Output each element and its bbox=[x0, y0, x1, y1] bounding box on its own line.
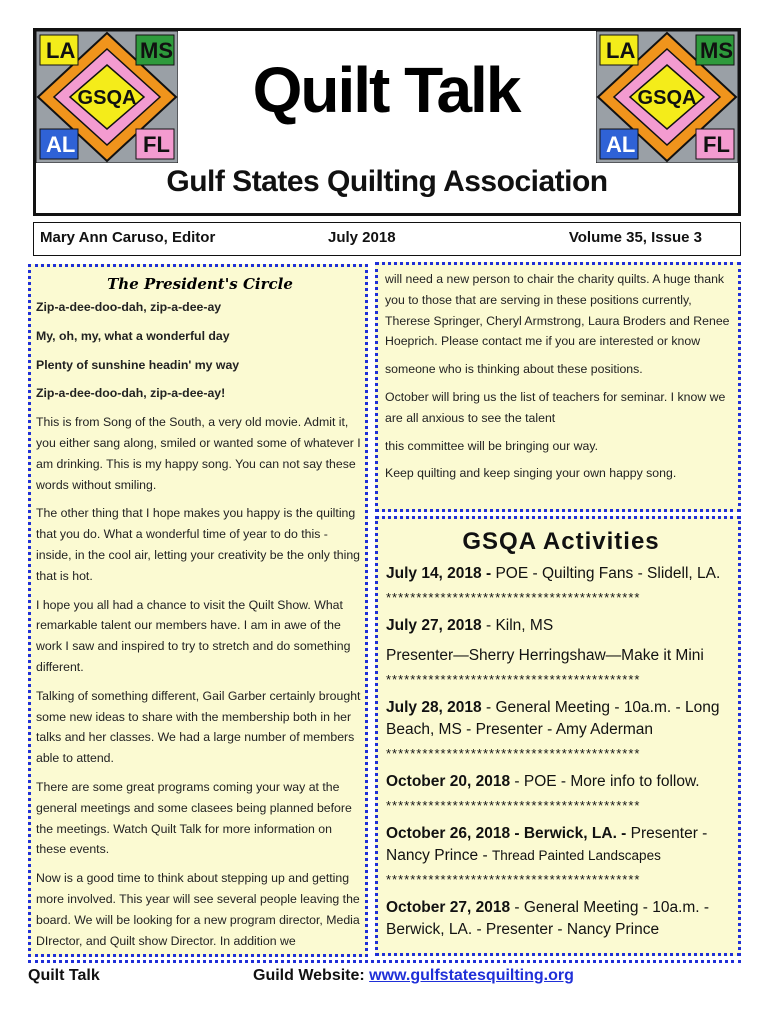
event-item bbox=[386, 697, 736, 741]
footer-website bbox=[253, 967, 574, 985]
article-paragraph: Talking of something different, Gail Garber certainly brought some new ideas to share with the membership both in her talks and her classes. We had a large number of members able to attend. bbox=[36, 688, 361, 766]
event-presenter: Presenter—Sherry Herringshaw—Make it Mini bbox=[386, 647, 704, 664]
article-paragraph: will need a new person to chair the charity quilts. A huge thank you to those that are serving in these positions currently, Therese Springer, Cheryl Armstrong, Laura Broders and Renee Hoeprich. Please contact me if you are interested or know bbox=[385, 272, 730, 349]
article-paragraph: The other thing that I hope makes you happy is the quilting that you do. What a wonderful time of year to do this - inside, in the cool air, letting your creativity be the only thing that is hot. bbox=[36, 506, 361, 583]
event-details: - POE - More info to follow. bbox=[510, 773, 700, 790]
event-date: October 20, 2018 bbox=[386, 773, 511, 790]
article-paragraph: October will bring us the list of teachers for seminar. I know we are all anxious to see the talent bbox=[385, 389, 726, 425]
logo-text-la: LA bbox=[46, 38, 76, 63]
presidents-circle-panel bbox=[28, 264, 368, 957]
article-paragraph: someone who is thinking about these positions. bbox=[385, 362, 643, 377]
event-item bbox=[386, 897, 736, 941]
article-paragraph: This is from Song of the South, a very old movie. Admit it, you either sang along, smiled or wanted some of whatever I am drinking. This is my happy song. You can not say these words without smiling. bbox=[36, 415, 361, 492]
event-date: July 14, 2018 - bbox=[386, 565, 496, 582]
lyric-line: Zip-a-dee-doo-dah, zip-a-dee-ay bbox=[36, 300, 222, 314]
presidents-circle-heading: The President's Circle bbox=[107, 275, 293, 293]
logo-text-gsqa: GSQA bbox=[637, 87, 697, 109]
lyric-line: My, oh, my, what a wonderful day bbox=[36, 328, 230, 343]
logo-text-al: AL bbox=[606, 132, 636, 157]
volume-issue: Volume 35, Issue 3 bbox=[568, 229, 702, 246]
star-divider: ****************************************** bbox=[386, 672, 641, 687]
event-item bbox=[386, 823, 736, 867]
logo-text-fl: FL bbox=[143, 132, 170, 157]
lyric-line: Plenty of sunshine headin' my way bbox=[36, 357, 240, 372]
event-topic: Thread Painted Landscapes bbox=[491, 848, 661, 863]
lyric-line: Zip-a-dee-doo-dah, zip-a-dee-ay! bbox=[36, 386, 226, 401]
event-date: July 28, 2018 bbox=[386, 699, 482, 716]
logo-text-ms: MS bbox=[700, 38, 733, 63]
logo-text-al: AL bbox=[46, 132, 76, 157]
event-details: - General Meeting - 10a.m. - Berwick, LA. - Presenter - Nancy Prince bbox=[386, 899, 710, 938]
editor-name: Mary Ann Caruso, Editor bbox=[40, 229, 216, 246]
association-name: Gulf States Quilting Association bbox=[166, 165, 608, 198]
event-item bbox=[386, 771, 736, 793]
event-date: October 27, 2018 bbox=[386, 899, 511, 916]
event-details: - General Meeting - 10a.m. - Long Beach, MS - Presenter - Amy Aderman bbox=[386, 699, 720, 738]
website-label: Guild Website: bbox=[253, 967, 370, 984]
activities-heading: GSQA Activities bbox=[462, 528, 660, 555]
logo-text-ms: MS bbox=[140, 38, 173, 63]
footer-newsletter-name: Quilt Talk bbox=[28, 967, 100, 984]
article-paragraph: There are some great programs coming your way at the general meetings and some clasees being planned before the meetings. Watch Quilt Talk for more information on these events. bbox=[36, 779, 352, 857]
star-divider: ****************************************** bbox=[386, 746, 641, 761]
footer-divider bbox=[28, 960, 741, 963]
star-divider: ****************************************** bbox=[386, 798, 641, 813]
article-paragraph: Now is a good time to think about stepping up and getting more involved. This year will see several people leaving the board. We will be looking for a new program director, Media DIrector, and Quilt show Director. In addition we bbox=[36, 871, 360, 948]
gsqa-activities-panel bbox=[375, 516, 741, 956]
event-details: - Kiln, MS bbox=[481, 617, 554, 634]
masthead bbox=[33, 28, 741, 216]
event-date: July 27, 2018 bbox=[386, 617, 482, 634]
website-link[interactable]: www.gulfstatesquilting.org bbox=[369, 967, 574, 984]
gsqa-logo bbox=[596, 31, 738, 163]
star-divider: ****************************************** bbox=[386, 872, 641, 887]
event-item bbox=[386, 615, 736, 637]
event-date: October 26, 2018 - Berwick, LA. - bbox=[386, 825, 631, 842]
article-paragraph: this committee will be bringing our way. bbox=[385, 438, 599, 453]
article-paragraph: I hope you all had a chance to visit the Quilt Show. What remarkable talent our members have. I am in awe of the work I saw and inspired to try to stretch and do something different. bbox=[36, 597, 351, 674]
logo-text-gsqa: GSQA bbox=[77, 87, 137, 109]
issue-date: July 2018 bbox=[328, 229, 396, 246]
newsletter-title: Quilt Talk bbox=[252, 54, 520, 126]
event-details: POE - Quilting Fans - Slidell, LA. bbox=[495, 565, 721, 582]
presidents-circle-continued-panel bbox=[375, 262, 741, 512]
issue-info-bar bbox=[33, 222, 741, 256]
event-item bbox=[386, 563, 736, 585]
gsqa-logo bbox=[36, 31, 178, 163]
logo-text-la: LA bbox=[606, 38, 636, 63]
star-divider: ****************************************** bbox=[386, 590, 641, 605]
logo-text-fl: FL bbox=[703, 132, 730, 157]
event-details: Presenter - Nancy Prince - bbox=[386, 825, 708, 864]
article-paragraph: Keep quilting and keep singing your own happy song. bbox=[385, 466, 677, 481]
